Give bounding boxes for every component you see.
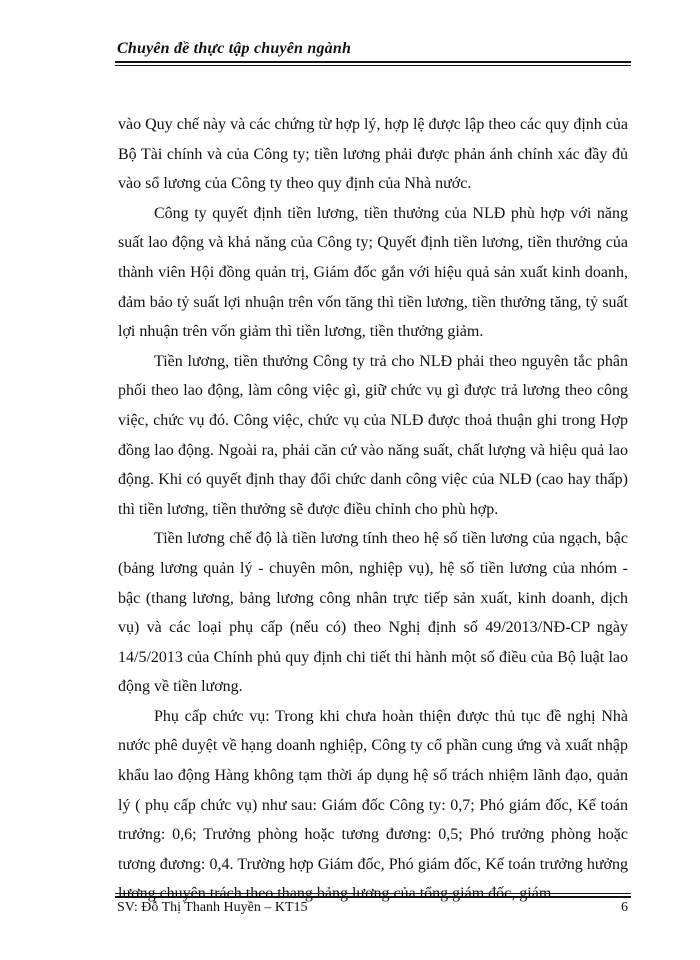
paragraph: Phụ cấp chức vụ: Trong khi chưa hoàn thiện được thủ tục đề nghị Nhà nước phê duyệt về hạng doanh nghiệp, Công ty cổ phần cung ứng và xuất nhập khẩu lao động Hàng không tạm thời áp dụng hệ số trách nhiệm lãnh đạo, quản lý ( phụ cấp chức vụ) như sau: Giám đốc Công ty: 0,7; Phó giám đốc, Kế toán trưởng: 0,6; Trưởng phòng hoặc tương đương: 0,5; Phó trưởng phòng hoặc tương đương: 0,4. Trường hợp Giám đốc, Phó giám đốc, Kế toán trưởng hưởng [118, 707, 628, 873]
footer-author: SV: Đỗ Thị Thanh Huyền – KT15 [117, 900, 308, 915]
footer-rule [115, 893, 631, 894]
footer-rule-secondary [115, 896, 631, 898]
paragraph: Tiền lương chế độ là tiền lương tính theo hệ số tiền lương của ngạch, bậc (bảng lương quản lý - chuyên môn, nghiệp vụ), hệ số tiền lương của nhóm - bậc (thang lương, bảng lương công nhân trực tiếp sản xuất, kinh doanh, dịch vụ) và các loại phụ cấp (nếu có) theo Nghị định số 49/2013/NĐ-CP ngày 14/5/2013 của Chính phủ quy định chi tiết thi hành một số điều của Bộ luật lao động về tiền lương. [118, 530, 628, 696]
paragraph-continued: vào Quy chế này và các chứng từ hợp lý, hợp lệ được lập theo các quy định của Bộ Tài chính và của Công ty; tiền lương phải được phản ánh chính xác đầy đủ vào sổ lương của Công ty theo quy định của Nhà nước. [118, 116, 628, 193]
page-header-title: Chuyên đề thực tập chuyên ngành [117, 40, 352, 57]
header-rule [115, 61, 631, 63]
body-text [118, 110, 628, 909]
page-number: 6 [621, 900, 628, 915]
header-rule-secondary [115, 65, 631, 66]
paragraph: Tiền lương, tiền thưởng Công ty trả cho NLĐ phải theo nguyên tắc phân phối theo lao động, làm công việc gì, giữ chức vụ gì được trả lương theo công việc, chức vụ đó. Công việc, chức vụ của NLĐ được thoả thuận ghi trong Hợp đồng lao động. Ngoài ra, phải căn cứ vào năng suất, chất lượng và hiệu quả lao động. Khi có quyết định thay đổi chức danh công việc của NLĐ (cao hay thấp) thì tiền lương, tiền thưởng sẽ được điều chỉnh cho phù hợp. [118, 352, 628, 518]
paragraph: Công ty quyết định tiền lương, tiền thưởng của NLĐ phù hợp với năng suất lao động và khả năng của Công ty; Quyết định tiền lương, tiền thưởng của thành viên Hội đồng quản trị, Giám đốc gắn với hiệu quả sản xuất kinh doanh, đảm bảo tỷ suất lợi nhuận trên vốn tăng thì tiền lương, tiền thưởng tăng, tỷ suất lợi nhuận trên vốn giảm thì tiền lương, tiền thưởng giảm. [118, 204, 628, 341]
